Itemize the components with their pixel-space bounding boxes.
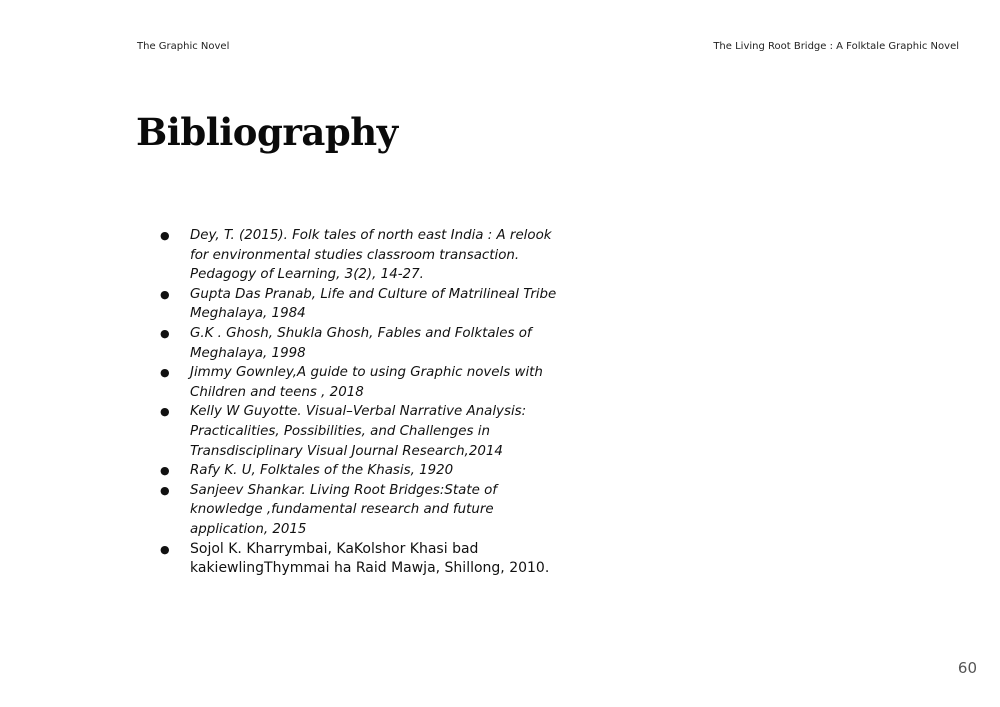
running-header-right: The Living Root Bridge : A Folktale Graphic Novel	[713, 41, 959, 52]
bullet-icon: ●	[160, 326, 170, 340]
bullet-icon: ●	[160, 366, 170, 380]
bibliography-entry-text: G.K . Ghosh, Shukla Ghosh, Fables and Folktales of Meghalaya, 1998	[190, 325, 532, 361]
bibliography-entry	[160, 402, 560, 461]
running-header-left: The Graphic Novel	[137, 41, 230, 52]
bibliography-entry-text: Sanjeev Shankar. Living Root Bridges:State of knowledge ,fundamental research and future application, 2015	[190, 482, 498, 537]
bullet-icon: ●	[160, 483, 170, 497]
bullet-icon: ●	[160, 287, 170, 301]
bibliography-entry	[160, 540, 560, 579]
bullet-icon: ●	[160, 464, 170, 478]
bibliography-entry-text: Gupta Das Pranab, Life and Culture of Matrilineal Tribe Meghalaya, 1984	[190, 286, 557, 322]
bibliography-entry	[160, 363, 560, 402]
bibliography-entry	[160, 481, 560, 540]
bullet-icon: ●	[160, 542, 170, 556]
page-number: 60	[957, 659, 977, 677]
bibliography-entry	[160, 324, 560, 363]
bibliography-entry	[160, 226, 560, 285]
bibliography-entry	[160, 285, 560, 324]
bibliography-entry	[160, 461, 560, 481]
bibliography-entry-text: Kelly W Guyotte. Visual–Verbal Narrative Analysis: Practicalities, Possibilities, and Challenges in Transdisciplinary Visual Journal Research,2014	[190, 404, 527, 459]
page-title: Bibliography	[136, 110, 398, 154]
bibliography-list	[160, 226, 560, 579]
bibliography-entry-text: Jimmy Gownley,A guide to using Graphic novels with Children and teens , 2018	[190, 365, 543, 400]
bibliography-entry-text: Sojol K. Kharrymbai, KaKolshor Khasi bad kakiewlingThymmai ha Raid Mawja, Shillong, 2010.	[190, 540, 550, 577]
bullet-icon: ●	[160, 229, 170, 242]
bibliography-entry-text: Rafy K. U, Folktales of the Khasis, 1920	[190, 463, 454, 479]
bullet-icon: ●	[160, 405, 170, 419]
bibliography-entry-text: Dey, T. (2015). Folk tales of north east India : A relook for environmental studies classroom transaction. Pedagogy of Learning, 3(2), 14-27.	[190, 228, 552, 283]
